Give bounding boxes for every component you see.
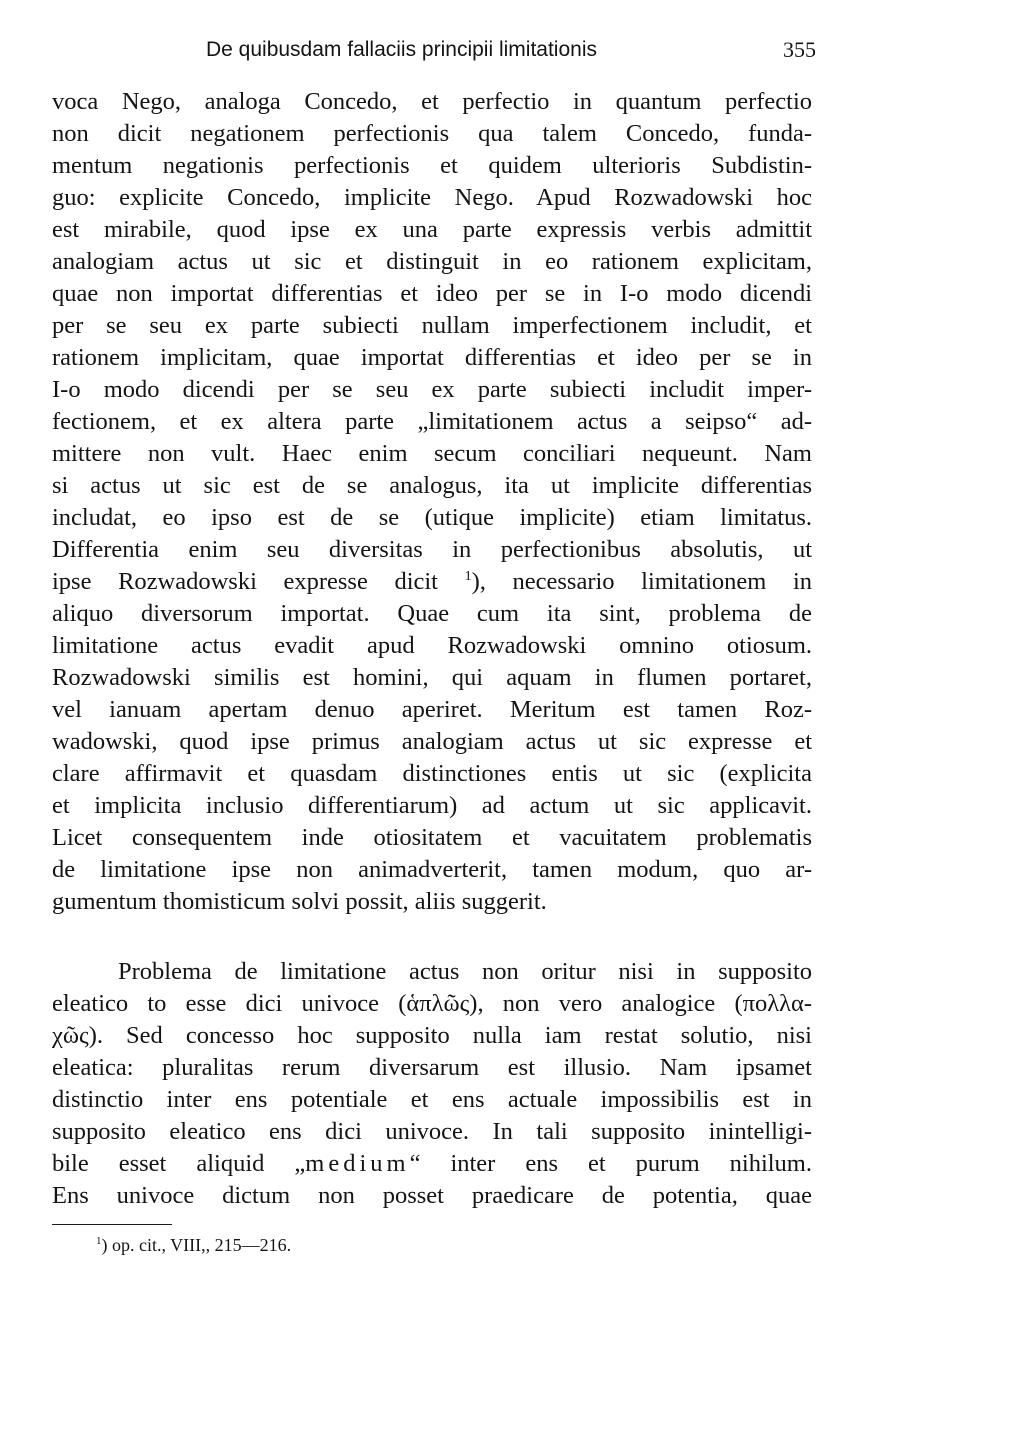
text-line: rationem implicitam, quae importat differentias et ideo per se in [52,344,812,371]
text-line: gumentum thomisticum solvi possit, aliis suggerit. [52,888,547,915]
text-line: Ens univoce dictum non posset praedicare de potentia, quae [52,1182,812,1209]
text-line: est mirabile, quod ipse ex una parte expressis verbis admittit [52,216,812,243]
text-line: Problema de limitatione actus non oritur nisi in supposito [118,958,812,985]
text-line: eleatica: pluralitas rerum diversarum est illusio. Nam ipsamet [52,1054,812,1081]
text-line: mittere non vult. Haec enim secum conciliari nequeunt. Nam [52,440,812,467]
text-line: voca Nego, analoga Concedo, et perfectio in quantum perfectio [52,88,812,115]
text-line: quae non importat differentias et ideo per se in I-o modo dicendi [52,280,812,307]
text-line: mentum negationis perfectionis et quidem ulterioris Subdistin- [52,152,812,179]
text-segment: bile esset aliquid „ [52,1150,306,1177]
footnote-reference[interactable]: 1 [464,569,472,584]
text-segment: ipse Rozwadowski expresse dicit [52,568,438,595]
text-line: wadowski, quod ipse primus analogiam actus ut sic expresse et [52,728,812,755]
text-line: χῶς). Sed concesso hoc supposito nulla iam restat solutio, nisi [52,1022,812,1049]
text-line-with-spaced-word [52,1147,812,1181]
text-line: eleatico to esse dici univoce (ἁπλῶς), non vero analogice (πολλα- [52,990,812,1017]
text-segment: “ inter ens et purum nihilum. [409,1150,812,1177]
text-line: per se seu ex parte subiecti nullam imperfectionem includit, et [52,312,812,339]
text-line: fectionem, et ex altera parte „limitationem actus a seipso“ ad- [52,408,812,435]
text-line: si actus ut sic est de se analogus, ita ut implicite differentias [52,472,812,499]
text-line: non dicit negationem perfectionis qua talem Concedo, funda- [52,120,812,147]
footnote-text: ) op. cit., VIII,, 215—216. [101,1235,292,1255]
page-number: 355 [783,37,816,62]
footnote-separator [52,1224,172,1225]
text-line: de limitatione ipse non animadverterit, tamen modum, quo ar- [52,856,812,883]
text-line: Rozwadowski similis est homini, qui aquam in flumen portaret, [52,664,812,691]
text-segment: ), necessario limitationem in [471,568,812,595]
spaced-emphasis: medium [305,1150,410,1177]
text-line: clare affirmavit et quasdam distinctiones entis ut sic (explicita [52,760,812,787]
text-line-with-footnote-ref [52,565,812,599]
running-head [206,30,816,70]
text-line: Differentia enim seu diversitas in perfectionibus absolutis, ut [52,536,812,563]
text-line: supposito eleatico ens dici univoce. In tali supposito inintelligi- [52,1118,812,1145]
text-line: includat, eo ipso est de se (utique implicite) etiam limitatus. [52,504,812,531]
text-line: I-o modo dicendi per se seu ex parte subiecti includit imper- [52,376,812,403]
text-line: distinctio inter ens potentiale et ens actuale impossibilis est in [52,1086,812,1113]
text-line: vel ianuam apertam denuo aperiret. Meritum est tamen Roz- [52,696,812,723]
footnote [96,1230,291,1260]
running-title: De quibusdam fallaciis principii limitationis [206,38,597,61]
text-line: guo: explicite Concedo, implicite Nego. Apud Rozwadowski hoc [52,184,812,211]
text-line: analogiam actus ut sic et distinguit in eo rationem explicitam, [52,248,812,275]
text-line: limitatione actus evadit apud Rozwadowski omnino otiosum. [52,632,812,659]
text-line: Licet consequentem inde otiositatem et vacuitatem problematis [52,824,812,851]
text-line: et implicita inclusio differentiarum) ad actum ut sic applicavit. [52,792,812,819]
text-line: aliquo diversorum importat. Quae cum ita sint, problema de [52,600,812,627]
footnote-marker: 1 [96,1235,102,1247]
